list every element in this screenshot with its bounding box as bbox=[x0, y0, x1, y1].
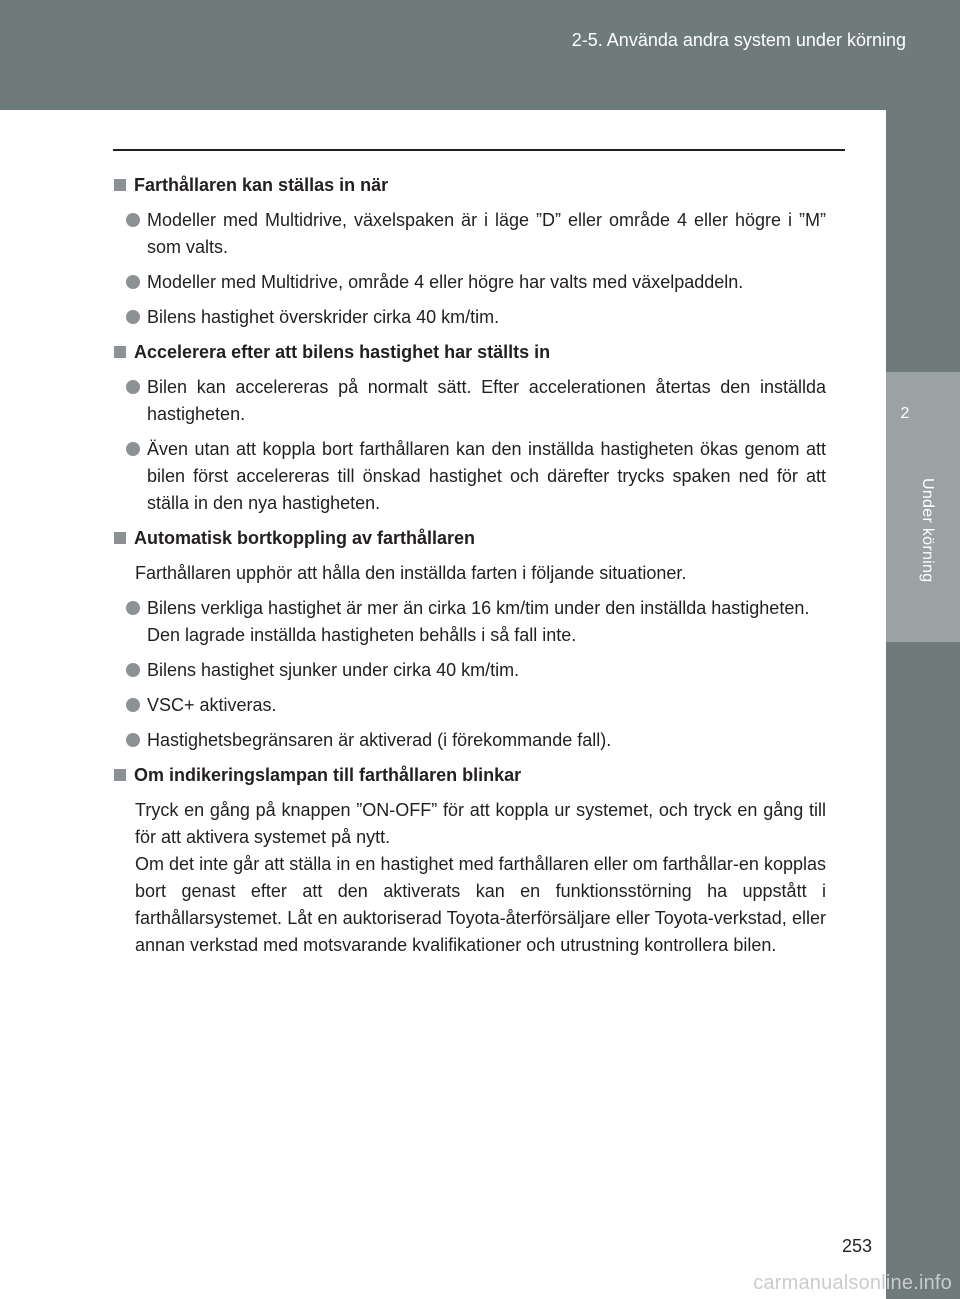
section-heading bbox=[114, 525, 826, 552]
list-item bbox=[114, 595, 826, 649]
item-text-group bbox=[147, 595, 826, 649]
header-rule bbox=[113, 149, 845, 151]
round-bullet-icon bbox=[126, 601, 140, 615]
section bbox=[114, 339, 826, 517]
round-bullet-icon bbox=[126, 698, 140, 712]
square-bullet-icon bbox=[114, 532, 126, 544]
item-text: Modeller med Multidrive, växelspaken är i läge ”D” eller område 4 eller högre i ”M” som valts. bbox=[147, 210, 826, 257]
item-text: VSC+ aktiveras. bbox=[147, 695, 277, 715]
paragraph: Om det inte går att ställa in en hastighet med farthållaren eller om farthållar-en kopplas bort genast efter att den aktiverats kan en funktionsstörning ha uppstått i farthållarsystemet. Låt en auktoriserad Toyota-återförsäljare eller Toyota-verkstad, eller annan verkstad med motsvarande kvalifikationer och utrustning kontrollera bilen. bbox=[135, 854, 826, 955]
heading-text: Automatisk bortkoppling av farthållaren bbox=[134, 528, 476, 548]
heading-text: Om indikeringslampan till farthållaren blinkar bbox=[134, 765, 522, 785]
page-header bbox=[0, 0, 960, 110]
item-text: Bilens verkliga hastighet är mer än cirka 16 km/tim under den inställda hastigheten. bbox=[147, 598, 810, 618]
item-text: Även utan att koppla bort farthållaren kan den inställda hastigheten ökas genom att bilen först accelereras till önskad hastighet och därefter trycks spaken ned för att ställa in den nya hastigheten. bbox=[147, 439, 826, 513]
heading-text: Accelerera efter att bilens hastighet har ställts in bbox=[134, 342, 551, 362]
list-item bbox=[114, 692, 826, 719]
item-text: Bilens hastighet sjunker under cirka 40 km/tim. bbox=[147, 660, 520, 680]
section-heading bbox=[114, 172, 826, 199]
heading-text: Farthållaren kan ställas in när bbox=[134, 175, 389, 195]
square-bullet-icon bbox=[114, 179, 126, 191]
chapter-side-tab bbox=[886, 110, 960, 1299]
section-heading bbox=[114, 762, 826, 789]
list-item bbox=[114, 374, 826, 428]
section bbox=[114, 762, 826, 959]
paragraph: Tryck en gång på knappen ”ON-OFF” för att koppla ur systemet, och tryck en gång till för att aktivera systemet på nytt. bbox=[135, 800, 826, 847]
square-bullet-icon bbox=[114, 346, 126, 358]
section-heading bbox=[114, 339, 826, 366]
round-bullet-icon bbox=[126, 733, 140, 747]
page-content bbox=[114, 172, 826, 967]
list-item bbox=[114, 269, 826, 296]
section bbox=[114, 172, 826, 331]
section-title: 2-5. Använda andra system under körning bbox=[571, 30, 906, 50]
list-item bbox=[114, 304, 826, 331]
round-bullet-icon bbox=[126, 380, 140, 394]
paragraph-group bbox=[114, 797, 826, 959]
watermark: carmanualsonline.info bbox=[753, 1272, 952, 1294]
list-item bbox=[114, 727, 826, 754]
section bbox=[114, 525, 826, 754]
section-intro: Farthållaren upphör att hålla den inställda farten i följande situationer. bbox=[135, 563, 687, 583]
item-text: Bilen kan accelereras på normalt sätt. Efter accelerationen återtas den inställda hastigheten. bbox=[147, 377, 826, 424]
square-bullet-icon bbox=[114, 769, 126, 781]
round-bullet-icon bbox=[126, 310, 140, 324]
round-bullet-icon bbox=[126, 442, 140, 456]
item-subtext: Den lagrade inställda hastigheten behålls i så fall inte. bbox=[147, 625, 577, 645]
chapter-number: 2 bbox=[900, 405, 910, 422]
item-text: Modeller med Multidrive, område 4 eller högre har valts med växelpaddeln. bbox=[147, 272, 744, 292]
page-number: 253 bbox=[841, 1236, 872, 1256]
item-text: Bilens hastighet överskrider cirka 40 km/tim. bbox=[147, 307, 500, 327]
item-text: Hastighetsbegränsaren är aktiverad (i förekommande fall). bbox=[147, 730, 612, 750]
list-item bbox=[114, 436, 826, 517]
chapter-name: Under körning bbox=[919, 478, 936, 583]
list-item bbox=[114, 207, 826, 261]
round-bullet-icon bbox=[126, 213, 140, 227]
round-bullet-icon bbox=[126, 275, 140, 289]
round-bullet-icon bbox=[126, 663, 140, 677]
list-item bbox=[114, 657, 826, 684]
